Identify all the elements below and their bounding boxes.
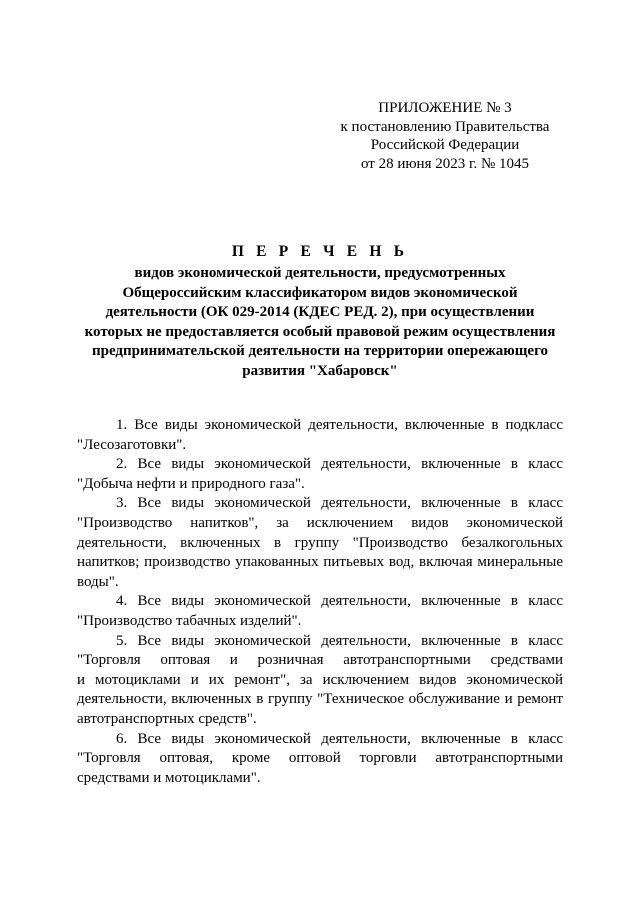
list-body (77, 416, 563, 788)
subtitle-line: видов экономической деятельности, предусмотренных (134, 265, 506, 281)
list-item-line: воды". (77, 573, 119, 590)
list-item-3 (77, 494, 563, 592)
list-item-line: 2. Все виды экономической деятельности, включенные в класс (116, 456, 563, 473)
list-item-line: средствами и мотоциклами". (77, 769, 261, 786)
appendix-reference: к постановлению Правительства (340, 118, 550, 135)
list-item-line: и мотоциклами и их ремонт", за исключением видов экономической (77, 671, 563, 688)
list-item-line: автотранспортных средств". (77, 710, 257, 727)
document-title: П Е Р Е Ч Е Н Ь (231, 243, 409, 260)
list-item-line: "Лесозаготовки". (77, 436, 187, 453)
list-item-line: "Добыча нефти и природного газа". (77, 475, 305, 492)
subtitle-line: деятельности (ОК 029-2014 (КДЕС РЕД. 2), при осуществлении (105, 304, 535, 320)
list-item-line: "Торговля оптовая и розничная автотранспортными средствами (77, 652, 563, 669)
appendix-number: ПРИЛОЖЕНИЕ № 3 (378, 100, 512, 116)
appendix-authority: Российской Федерации (370, 137, 520, 153)
appendix-date: от 28 июня 2023 г. № 1045 (360, 155, 530, 172)
list-item-line: "Торговля оптовая, кроме оптовой торговли автотранспортными (77, 750, 563, 767)
appendix-header (330, 99, 560, 173)
subtitle-line: развития "Хабаровск" (242, 362, 398, 379)
list-item-line: 6. Все виды экономической деятельности, включенные в класс (116, 730, 563, 747)
list-item-line: "Производство табачных изделий". (77, 612, 302, 629)
subtitle-line: которых не предоставляется особый правовой режим осуществления (84, 323, 556, 340)
document-subtitle (80, 264, 560, 381)
list-item-line: 4. Все виды экономической деятельности, включенные в класс (116, 593, 563, 610)
list-item-line: деятельности, включенных в группу "Техническое обслуживание и ремонт (77, 691, 563, 708)
list-item-6 (77, 730, 563, 789)
subtitle-line: предпринимательской деятельности на территории опережающего (91, 343, 549, 359)
list-item-line: 1. Все виды экономической деятельности, включенные в подкласс (116, 417, 563, 433)
list-item-4 (77, 592, 563, 631)
list-item-2 (77, 455, 563, 494)
list-item-line: напитков; производство упакованных питьевых вод, включая минеральные (77, 554, 563, 571)
list-item-line: 5. Все виды экономической деятельности, включенные в класс (116, 632, 563, 649)
list-item-1 (77, 416, 563, 455)
subtitle-line: Общероссийским классификатором видов экономической (122, 284, 518, 301)
list-item-line: 3. Все виды экономической деятельности, включенные в класс (116, 495, 563, 512)
list-item-line: "Производство напитков", за исключением видов экономической (77, 514, 563, 531)
list-item-line: деятельности, включенных в группу "Производство безалкогольных (77, 534, 563, 551)
list-item-5 (77, 632, 563, 730)
